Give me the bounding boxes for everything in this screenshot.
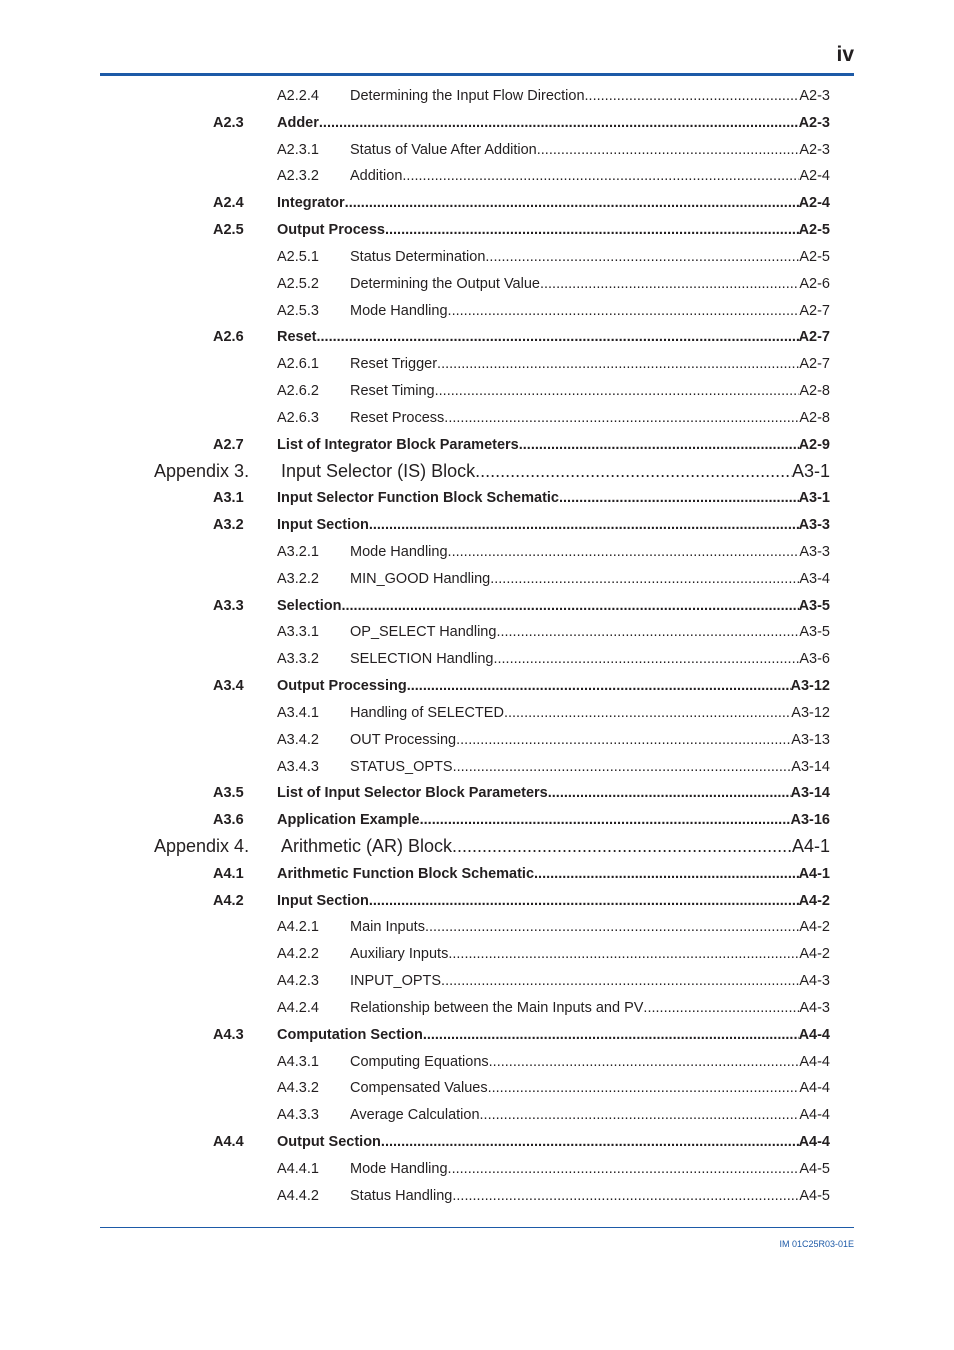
toc-dot-leader	[317, 329, 799, 345]
toc-entry-number: A3.2.2	[277, 570, 319, 587]
toc-entry[interactable]	[0, 1048, 954, 1075]
toc-dot-leader	[504, 705, 791, 721]
toc-dot-leader	[548, 785, 791, 801]
toc-entry-body	[350, 759, 830, 775]
toc-entry-number: A2.6.2	[277, 383, 319, 400]
toc-entry-body	[350, 249, 830, 265]
toc-entry-number: A2.7	[213, 436, 244, 453]
toc-dot-leader	[441, 973, 799, 989]
toc-entry[interactable]	[0, 753, 954, 780]
toc-dot-leader	[381, 1134, 799, 1150]
toc-entry[interactable]	[0, 780, 954, 807]
toc-entry-title: Addition	[350, 168, 403, 185]
toc-entry-number: A2.5.2	[277, 275, 319, 292]
toc-entry-page: A4-5	[799, 1160, 830, 1177]
toc-entry-title: Application Example	[277, 812, 420, 829]
toc-entry-number: A4.2.3	[277, 973, 319, 990]
toc-dot-leader	[643, 1000, 799, 1016]
toc-dot-leader	[407, 678, 791, 694]
toc-entry-title: Input Selector (IS) Block	[281, 460, 476, 481]
toc-entry-page: A4-4	[799, 1053, 830, 1070]
toc-dot-leader	[585, 88, 800, 104]
toc-entry[interactable]	[0, 1155, 954, 1182]
toc-entry-page: A3-16	[790, 812, 830, 829]
toc-entry-page: A2-6	[799, 275, 830, 292]
toc-entry-number: A3.4.1	[277, 704, 319, 721]
toc-entry-page: A3-6	[799, 651, 830, 668]
toc-dot-leader	[319, 115, 799, 131]
toc-entry-body	[350, 1000, 830, 1016]
toc-entry-title: Input Section	[277, 892, 369, 909]
toc-entry-body	[277, 195, 830, 211]
toc-entry-page: A2-7	[799, 302, 830, 319]
toc-dot-leader	[480, 1107, 800, 1123]
toc-dot-leader	[493, 651, 799, 667]
toc-entry[interactable]	[0, 699, 954, 726]
toc-entry-page: A2-7	[799, 356, 830, 373]
toc-dot-leader	[496, 624, 799, 640]
toc-entry-title: Average Calculation	[350, 1107, 480, 1124]
toc-dot-leader	[402, 168, 799, 184]
toc-entry-page: A2-4	[799, 168, 830, 185]
toc-entry-title: Reset Trigger	[350, 356, 438, 373]
toc-entry[interactable]	[0, 860, 954, 887]
toc-entry-number: A2.3	[213, 114, 244, 131]
toc-entry[interactable]	[0, 941, 954, 968]
toc-entry-body	[281, 836, 830, 857]
toc-entry-title: Output Section	[277, 1133, 381, 1150]
toc-dot-leader	[559, 490, 799, 506]
toc-entry[interactable]	[0, 726, 954, 753]
toc-entry-page: A4-4	[798, 1026, 830, 1043]
toc-entry-title: Arithmetic (AR) Block	[281, 836, 453, 857]
toc-entry-body	[350, 383, 830, 399]
toc-entry-number: A3.4	[213, 678, 244, 695]
toc-entry-number: A2.4	[213, 195, 244, 212]
toc-entry-number: A3.1	[213, 490, 244, 507]
footer-rule	[100, 1227, 854, 1228]
toc-entry[interactable]	[0, 404, 954, 431]
toc-dot-leader	[519, 437, 799, 453]
toc-appendix-entry[interactable]	[0, 458, 954, 485]
toc-entry[interactable]	[0, 1128, 954, 1155]
toc-entry-number: A3.3	[213, 597, 244, 614]
toc-entry[interactable]	[0, 83, 954, 110]
toc-entry-body	[350, 1107, 830, 1123]
toc-entry-title: Status of Value After Addition	[350, 141, 537, 158]
toc-dot-leader	[444, 410, 799, 426]
toc-dot-leader	[369, 893, 799, 909]
toc-dot-leader	[385, 222, 799, 238]
toc-entry-title: Input Section	[277, 517, 369, 534]
toc-entry-title: Output Processing	[277, 678, 407, 695]
toc-dot-leader	[437, 356, 799, 372]
toc-entry-body	[277, 1027, 830, 1043]
toc-entry-body	[277, 785, 830, 801]
toc-entry-body	[350, 973, 830, 989]
toc-entry[interactable]	[0, 592, 954, 619]
toc-entry-number: A3.3.2	[277, 651, 319, 668]
toc-entry[interactable]	[0, 378, 954, 405]
toc-entry-body	[350, 1080, 830, 1096]
toc-entry-body	[277, 598, 830, 614]
toc-entry-number: A2.3.2	[277, 168, 319, 185]
toc-entry-title: Mode Handling	[350, 1160, 448, 1177]
toc-entry-body	[350, 624, 830, 640]
toc-entry-title: Determining the Input Flow Direction	[350, 88, 585, 104]
toc-appendix-entry[interactable]	[0, 833, 954, 860]
toc-entry-body	[350, 919, 830, 935]
toc-dot-leader	[448, 946, 799, 962]
toc-entry-page: A4-3	[799, 973, 830, 990]
toc-entry-body	[350, 571, 830, 587]
toc-entry-page: A4-5	[799, 1187, 830, 1204]
toc-dot-leader	[485, 249, 799, 265]
toc-entry[interactable]	[0, 994, 954, 1021]
toc-entry-page: A2-5	[799, 248, 830, 265]
toc-entry-title: Integrator	[277, 195, 345, 212]
toc-entry-body	[277, 222, 830, 238]
toc-entry-number: A4.2.1	[277, 919, 319, 936]
toc-entry-title: Status Handling	[350, 1187, 453, 1204]
toc-entry-number: A3.2.1	[277, 543, 319, 560]
toc-entry[interactable]	[0, 1021, 954, 1048]
toc-entry-number: A4.2	[213, 892, 244, 909]
toc-entry[interactable]	[0, 1102, 954, 1129]
toc-entry-number: A4.2.2	[277, 946, 319, 963]
toc-entry-title: MIN_GOOD Handling	[350, 570, 491, 587]
toc-entry-body	[277, 1134, 830, 1150]
toc-entry-body	[350, 1161, 830, 1177]
toc-entry-title: Selection	[277, 597, 342, 614]
document-id: IM 01C25R03-01E	[779, 1239, 854, 1249]
toc-entry-number: A4.4.1	[277, 1160, 319, 1177]
toc-entry[interactable]	[0, 1075, 954, 1102]
toc-entry-title: Main Inputs	[350, 919, 425, 936]
toc-entry-page: A3-1	[791, 460, 830, 481]
toc-entry[interactable]	[0, 351, 954, 378]
toc-entry-title: Computation Section	[277, 1026, 423, 1043]
toc-entry-body	[277, 812, 830, 828]
toc-entry-number: A4.4.2	[277, 1187, 319, 1204]
toc-entry-page: A2-5	[798, 222, 830, 239]
toc-entry-title: SELECTION Handling	[350, 651, 494, 668]
toc-entry-body	[350, 705, 830, 721]
toc-entry-page: A2-3	[799, 88, 830, 104]
toc-entry-page: A4-2	[799, 946, 830, 963]
toc-entry-page: A3-1	[798, 490, 830, 507]
toc-entry-page: A3-12	[791, 704, 830, 721]
toc-entry[interactable]	[0, 619, 954, 646]
toc-entry-title: List of Integrator Block Parameters	[277, 436, 519, 453]
toc-dot-leader	[345, 195, 799, 211]
toc-dot-leader	[448, 544, 800, 560]
toc-entry-page: A3-13	[791, 731, 830, 748]
toc-entry-body	[350, 544, 830, 560]
toc-entry-page: A4-4	[799, 1080, 830, 1097]
toc-dot-leader	[456, 732, 791, 748]
toc-entry-page: A4-1	[798, 865, 830, 882]
toc-entry-page: A2-7	[798, 329, 830, 346]
toc-entry-body	[350, 1188, 830, 1204]
toc-entry-body	[350, 1054, 830, 1070]
toc-entry[interactable]	[0, 109, 954, 136]
page-number: iv	[836, 43, 854, 66]
toc-entry-title: Output Process	[277, 222, 385, 239]
toc-entry-body	[350, 732, 830, 748]
toc-entry-number: A2.5.3	[277, 302, 319, 319]
toc-entry-body	[350, 168, 830, 184]
toc-entry-number: A3.2	[213, 517, 244, 534]
toc-dot-leader	[540, 276, 799, 292]
header-rule	[100, 73, 854, 76]
toc-entry-number: A3.4.3	[277, 758, 319, 775]
toc-entry-page: A3-5	[799, 624, 830, 641]
toc-entry[interactable]	[0, 217, 954, 244]
toc-entry-number: A2.5.1	[277, 248, 319, 265]
toc-entry-number: A2.2.4	[277, 88, 319, 104]
toc-entry[interactable]	[0, 914, 954, 941]
toc-entry-title: Relationship between the Main Inputs and PV	[350, 999, 644, 1016]
toc-entry-body	[350, 356, 830, 372]
toc-entry-title: INPUT_OPTS	[350, 973, 442, 990]
toc-dot-leader	[490, 571, 799, 587]
toc-entry-page: A3-5	[798, 597, 830, 614]
toc-dot-leader	[425, 919, 799, 935]
toc-dot-leader	[452, 1188, 799, 1204]
toc-entry-number: A3.4.2	[277, 731, 319, 748]
toc-dot-leader	[488, 1080, 800, 1096]
toc-dot-leader	[448, 303, 800, 319]
toc-entry-page: A3-12	[790, 678, 830, 695]
toc-entry[interactable]	[0, 324, 954, 351]
toc-dot-leader	[452, 836, 792, 857]
toc-entry-number: A3.3.1	[277, 624, 319, 641]
toc-entry-number: Appendix 4.	[154, 836, 250, 857]
toc-entry-title: Computing Equations	[350, 1053, 489, 1070]
toc-entry[interactable]	[0, 485, 954, 512]
toc-entry-number: A4.4	[213, 1133, 244, 1150]
toc-dot-leader	[534, 866, 799, 882]
toc-dot-leader	[435, 383, 800, 399]
toc-entry-body	[277, 866, 830, 882]
toc-entry-page: A4-4	[798, 1133, 830, 1150]
toc-entry-body	[350, 651, 830, 667]
toc-entry-title: Status Determination	[350, 248, 486, 265]
toc-entry-number: A4.2.4	[277, 999, 319, 1016]
toc-entry-body	[277, 517, 830, 533]
toc-entry-title: Determining the Output Value	[350, 275, 540, 292]
toc-entry-page: A2-8	[799, 383, 830, 400]
toc-dot-leader	[423, 1027, 799, 1043]
toc-entry[interactable]	[0, 673, 954, 700]
toc-entry[interactable]	[0, 270, 954, 297]
toc-entry[interactable]	[0, 887, 954, 914]
toc-entry[interactable]	[0, 807, 954, 834]
toc-entry-number: A2.6.3	[277, 409, 319, 426]
toc-dot-leader	[369, 517, 799, 533]
toc-entry-body	[350, 946, 830, 962]
toc-dot-leader	[453, 759, 792, 775]
toc-entry-title: Auxiliary Inputs	[350, 946, 449, 963]
toc-entry[interactable]	[0, 136, 954, 163]
toc-entry[interactable]	[0, 538, 954, 565]
toc-entry-body	[350, 88, 830, 104]
toc-entry-title: Input Selector Function Block Schematic	[277, 490, 559, 507]
toc-entry-page: A4-1	[791, 836, 830, 857]
toc-entry-body	[350, 276, 830, 292]
toc-dot-leader	[341, 598, 798, 614]
toc-entry-page: A2-3	[798, 114, 830, 131]
toc-entry-page: A2-3	[799, 141, 830, 158]
toc-entry-title: Reset Process	[350, 409, 445, 426]
toc-entry-title: Reset	[277, 329, 317, 346]
toc-dot-leader	[448, 1161, 800, 1177]
toc-entry-number: A4.3.1	[277, 1053, 319, 1070]
toc-entry-number: A4.1	[213, 865, 244, 882]
toc-dot-leader	[420, 812, 791, 828]
toc-dot-leader	[475, 461, 792, 482]
toc-entry-number: A3.6	[213, 812, 244, 829]
toc-entry-page: A4-2	[799, 919, 830, 936]
toc-entry-title: OP_SELECT Handling	[350, 624, 497, 641]
toc-entry-body	[277, 893, 830, 909]
toc-entry[interactable]	[0, 968, 954, 995]
toc-entry-title: Mode Handling	[350, 543, 448, 560]
toc-entry-title: Compensated Values	[350, 1080, 488, 1097]
toc-entry[interactable]	[0, 565, 954, 592]
toc-entry-title: STATUS_OPTS	[350, 758, 453, 775]
toc-entry[interactable]	[0, 431, 954, 458]
toc-entry-title: Reset Timing	[350, 383, 435, 400]
toc-entry-page: A3-14	[791, 758, 830, 775]
toc-entry-body	[277, 678, 830, 694]
toc-entry-number: A4.3.3	[277, 1107, 319, 1124]
toc-entry-title: Arithmetic Function Block Schematic	[277, 865, 535, 882]
toc-entry-number: A2.6	[213, 329, 244, 346]
toc-entry[interactable]	[0, 297, 954, 324]
toc-entry-body	[350, 410, 830, 426]
toc-entry-page: A3-3	[798, 517, 830, 534]
toc-entry-number: A2.5	[213, 222, 244, 239]
toc-entry-number: Appendix 3.	[154, 460, 250, 481]
toc-entry[interactable]	[0, 163, 954, 190]
toc-entry-title: Handling of SELECTED	[350, 704, 504, 721]
toc-entry-page: A4-2	[798, 892, 830, 909]
toc-entry-body	[281, 461, 830, 482]
toc-entry-body	[277, 115, 830, 131]
toc-entry-body	[277, 490, 830, 506]
toc-entry[interactable]	[0, 243, 954, 270]
toc-entry-body	[350, 142, 830, 158]
toc-entry[interactable]	[0, 646, 954, 673]
toc-entry-number: A3.5	[213, 785, 244, 802]
toc-entry-number: A2.6.1	[277, 356, 319, 373]
toc-entry-page: A3-14	[790, 785, 830, 802]
toc-dot-leader	[537, 142, 800, 158]
toc-entry-title: OUT Processing	[350, 731, 457, 748]
toc-entry-number: A4.3.2	[277, 1080, 319, 1097]
toc-entry-title: Adder	[277, 114, 319, 131]
toc-entry-body	[277, 437, 830, 453]
toc-entry-body	[350, 303, 830, 319]
toc-entry-body	[277, 329, 830, 345]
toc-entry[interactable]	[0, 512, 954, 539]
toc-entry[interactable]	[0, 1182, 954, 1209]
toc-entry-number: A2.3.1	[277, 141, 319, 158]
toc-entry-page: A2-4	[798, 195, 830, 212]
toc-entry-page: A2-9	[798, 436, 830, 453]
toc-entry[interactable]	[0, 190, 954, 217]
toc-entry-page: A4-3	[799, 999, 830, 1016]
toc-entry-page: A3-3	[799, 543, 830, 560]
toc-entry-page: A4-4	[799, 1107, 830, 1124]
toc-dot-leader	[489, 1054, 800, 1070]
toc-entry-page: A2-8	[799, 409, 830, 426]
toc-entry-title: Mode Handling	[350, 302, 448, 319]
toc-entry-number: A4.3	[213, 1026, 244, 1043]
toc-entry-title: List of Input Selector Block Parameters	[277, 785, 548, 802]
toc-entry-page: A3-4	[799, 570, 830, 587]
